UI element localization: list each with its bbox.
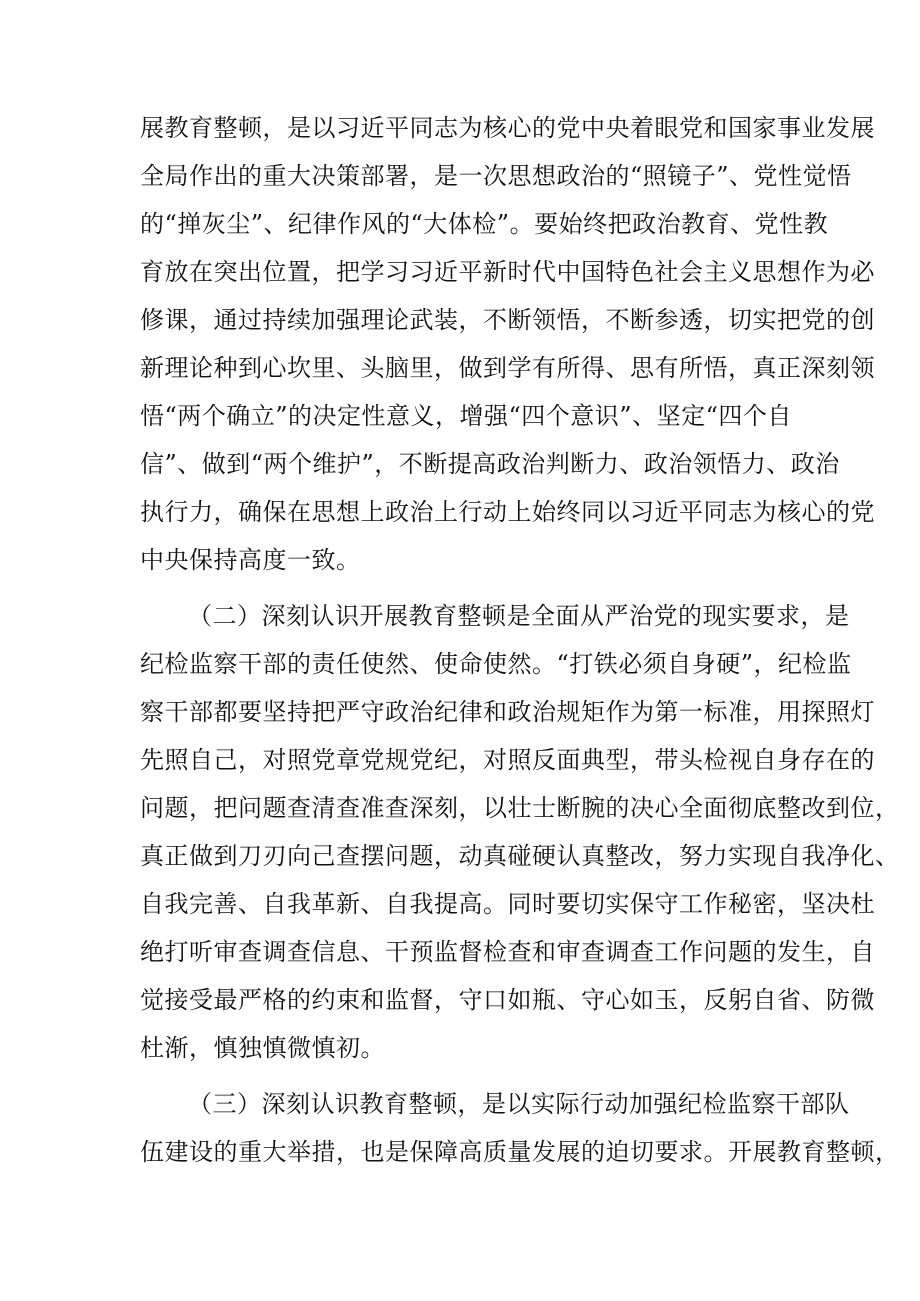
paragraph-line: 察干部都要坚持把严守政治纪律和政治规矩作为第一标准，用探照灯 xyxy=(140,698,875,726)
paragraph-line: 育放在突出位置，把学习习近平新时代中国特色社会主义思想作为必 xyxy=(140,258,875,286)
paragraph-line: 执行力，确保在思想上政治上行动上始终同以习近平同志为核心的党 xyxy=(140,498,875,526)
paragraph-line: 自我完善、自我革新、自我提高。同时要切实保守工作秘密，坚决杜 xyxy=(140,890,875,918)
paragraph-line: 中央保持高度一致。 xyxy=(140,546,361,574)
paragraph-line: 纪检监察干部的责任使然、使命使然。“打铁必须自身硬”，纪检监 xyxy=(140,650,852,678)
paragraph-line: 伍建设的重大举措，也是保障高质量发展的迫切要求。开展教育整顿， xyxy=(140,1138,900,1166)
paragraph-line: 悟“两个确立”的决定性意义，增强“四个意识”、坚定“四个自 xyxy=(140,402,792,430)
paragraph-line: 真正做到刀刃向己查摆问题，动真碰硬认真整改，努力实现自我净化、 xyxy=(140,842,900,870)
paragraph-line: 的“掸灰尘”、纪律作风的“大体检”。要始终把政治教育、党性教 xyxy=(140,210,829,238)
paragraph-line: 问题，把问题查清查准查深刻，以壮士断腕的决心全面彻底整改到位， xyxy=(140,794,900,822)
paragraph-line: 信”、做到“两个维护”，不断提高政治判断力、政治领悟力、政治 xyxy=(140,450,840,478)
paragraph-line: 新理论种到心坎里、头脑里，做到学有所得、思有所悟，真正深刻领 xyxy=(140,354,875,382)
paragraph-line: 觉接受最严格的约束和监督，守口如瓶、守心如玉，反躬自省、防微 xyxy=(140,986,875,1014)
section-heading-line: （三）深刻认识教育整顿，是以实际行动加强纪检监察干部队 xyxy=(188,1090,850,1118)
section-heading-line: （二）深刻认识开展教育整顿是全面从严治党的现实要求，是 xyxy=(188,602,850,630)
paragraph-line: 绝打听审查调查信息、干预监督检查和审查调查工作问题的发生，自 xyxy=(140,938,875,966)
paragraph-line: 展教育整顿，是以习近平同志为核心的党中央着眼党和国家事业发展 xyxy=(140,114,875,142)
paragraph-line: 全局作出的重大决策部署，是一次思想政治的“照镜子”、党性觉悟 xyxy=(140,162,852,190)
paragraph-line: 杜渐，慎独慎微慎初。 xyxy=(140,1034,385,1062)
paragraph-line: 先照自己，对照党章党规党纪，对照反面典型，带头检视自身存在的 xyxy=(140,746,875,774)
paragraph-line: 修课，通过持续加强理论武装，不断领悟，不断参透，切实把党的创 xyxy=(140,306,875,334)
